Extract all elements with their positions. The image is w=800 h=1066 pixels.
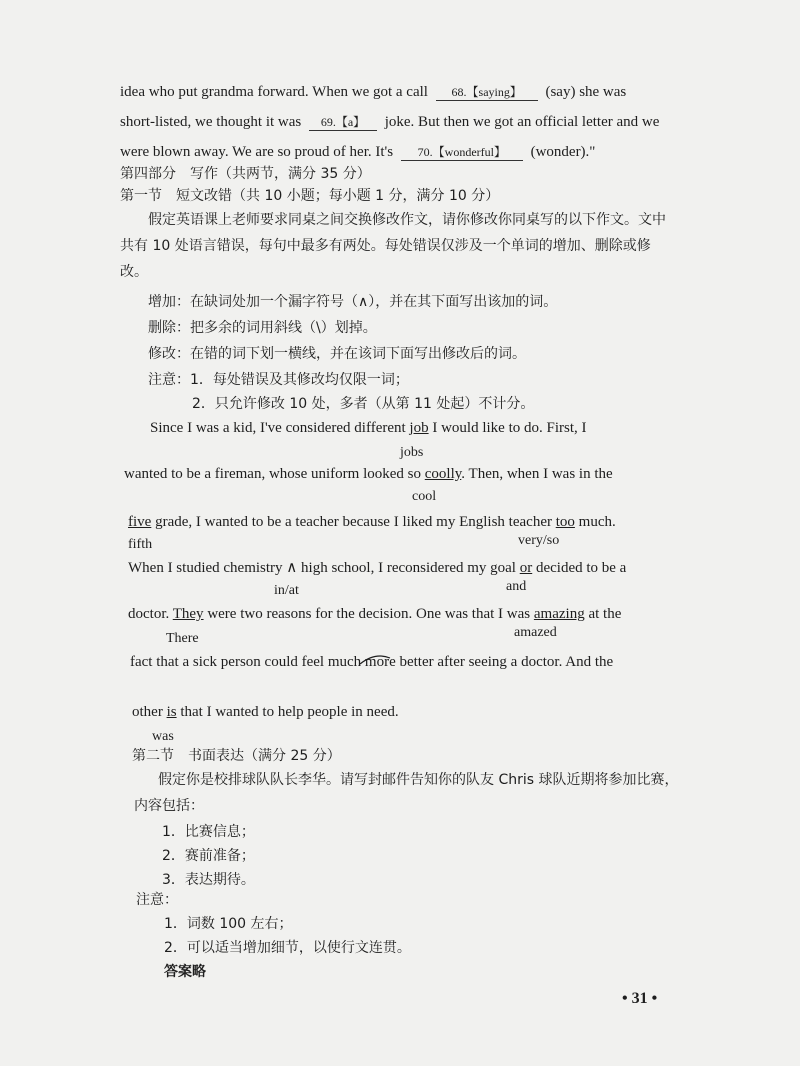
answer-blank-68: 68.【saying】 xyxy=(436,84,538,101)
page-number: • 31 • xyxy=(622,990,658,1007)
correction: cool xyxy=(412,489,437,504)
essay-line-1: Since I was a kid, I've considered different job I would like to do. First, I xyxy=(150,420,587,436)
notes-label: 注意： xyxy=(136,892,178,908)
answer-blank-69: 69.【a】 xyxy=(309,114,377,131)
correction: and xyxy=(506,579,527,594)
essay-line-2: wanted to be a fireman, whose uniform looked so coolly. Then, when I was in the xyxy=(124,466,613,482)
reading-line-3: were blown away. We are so proud of her. It's 70.【wonderful】 (wonder)." xyxy=(120,144,596,160)
essay-line-6: fact that a sick person could feel much more better after seeing a doctor. And the xyxy=(130,654,614,670)
correction: There xyxy=(166,631,199,646)
deletion-slash-mark xyxy=(358,650,392,670)
part4-title: 第四部分 写作（共两节，满分 35 分） xyxy=(120,166,371,182)
answer-blank-70: 70.【wonderful】 xyxy=(401,144,523,161)
rule-add: 增加：在缺词处加一个漏字符号（∧），并在其下面写出该加的词。 xyxy=(148,294,558,310)
rule-note-1: 注意：1．每处错误及其修改均仅限一词； xyxy=(148,372,409,388)
essay-line-3: five grade, I wanted to be a teacher because I liked my English teacher too much. xyxy=(128,514,616,530)
notes-item-1: 1．词数 100 左右； xyxy=(164,916,293,932)
correction: in/at xyxy=(274,583,299,598)
rule-modify: 修改：在错的词下划一横线，并在该词下面写出修改后的词。 xyxy=(148,346,526,362)
error-word: job xyxy=(409,420,429,436)
reading-line-1: idea who put grandma forward. When we got a call 68.【saying】 (say) she was xyxy=(120,84,627,100)
rule-note-2: 2．只允许修改 10 处，多者（从第 11 处起）不计分。 xyxy=(192,396,535,412)
content-item-2: 2．赛前准备； xyxy=(162,848,255,864)
content-item-1: 1．比赛信息； xyxy=(162,824,255,840)
essay-line-5: doctor. They were two reasons for the decision. One was that I was amazing at the xyxy=(128,606,622,622)
error-word: five xyxy=(128,514,152,530)
essay-line-7: other is that I wanted to help people in need. xyxy=(132,704,399,720)
correction: amazed xyxy=(514,625,557,640)
error-word: amazing xyxy=(533,606,585,622)
answer-omitted: 答案略 xyxy=(164,964,206,980)
correction: very/so xyxy=(518,533,560,548)
error-word: is xyxy=(166,704,177,720)
writing-task: 假定你是校排球队队长李华。请写封邮件告知你的队友 Chris 球队近期将参加比赛， xyxy=(158,772,679,788)
reading-line-2: short-listed, we thought it was 69.【a】 joke. But then we got an official letter and we xyxy=(120,114,660,130)
content-item-3: 3．表达期待。 xyxy=(162,872,255,888)
section2-title: 第二节 书面表达（满分 25 分） xyxy=(132,748,341,764)
error-word: coolly xyxy=(424,466,462,482)
error-word: too xyxy=(555,514,575,530)
instruction-line-2: 共有 10 处语言错误，每句中最多有两处。每处错误仅涉及一个单词的增加、删除或修 xyxy=(120,238,651,254)
correction: was xyxy=(152,729,174,744)
instruction-line-3: 改。 xyxy=(120,264,148,280)
essay-line-4: When I studied chemistry ∧ high school, I reconsidered my goal or decided to be a xyxy=(128,560,627,576)
correction: fifth xyxy=(128,537,153,552)
rule-delete: 删除：把多余的词用斜线（\）划掉。 xyxy=(148,320,377,336)
content-label: 内容包括： xyxy=(134,798,204,814)
section1-title: 第一节 短文改错（共 10 小题；每小题 1 分，满分 10 分） xyxy=(120,188,500,204)
instruction-line-1: 假定英语课上老师要求同桌之间交换修改作文，请你修改你同桌写的以下作文。文中 xyxy=(148,212,666,228)
error-word: or xyxy=(519,560,533,576)
notes-item-2: 2．可以适当增加细节，以使行文连贯。 xyxy=(164,940,411,956)
correction: jobs xyxy=(400,445,424,460)
error-word: They xyxy=(172,606,204,622)
